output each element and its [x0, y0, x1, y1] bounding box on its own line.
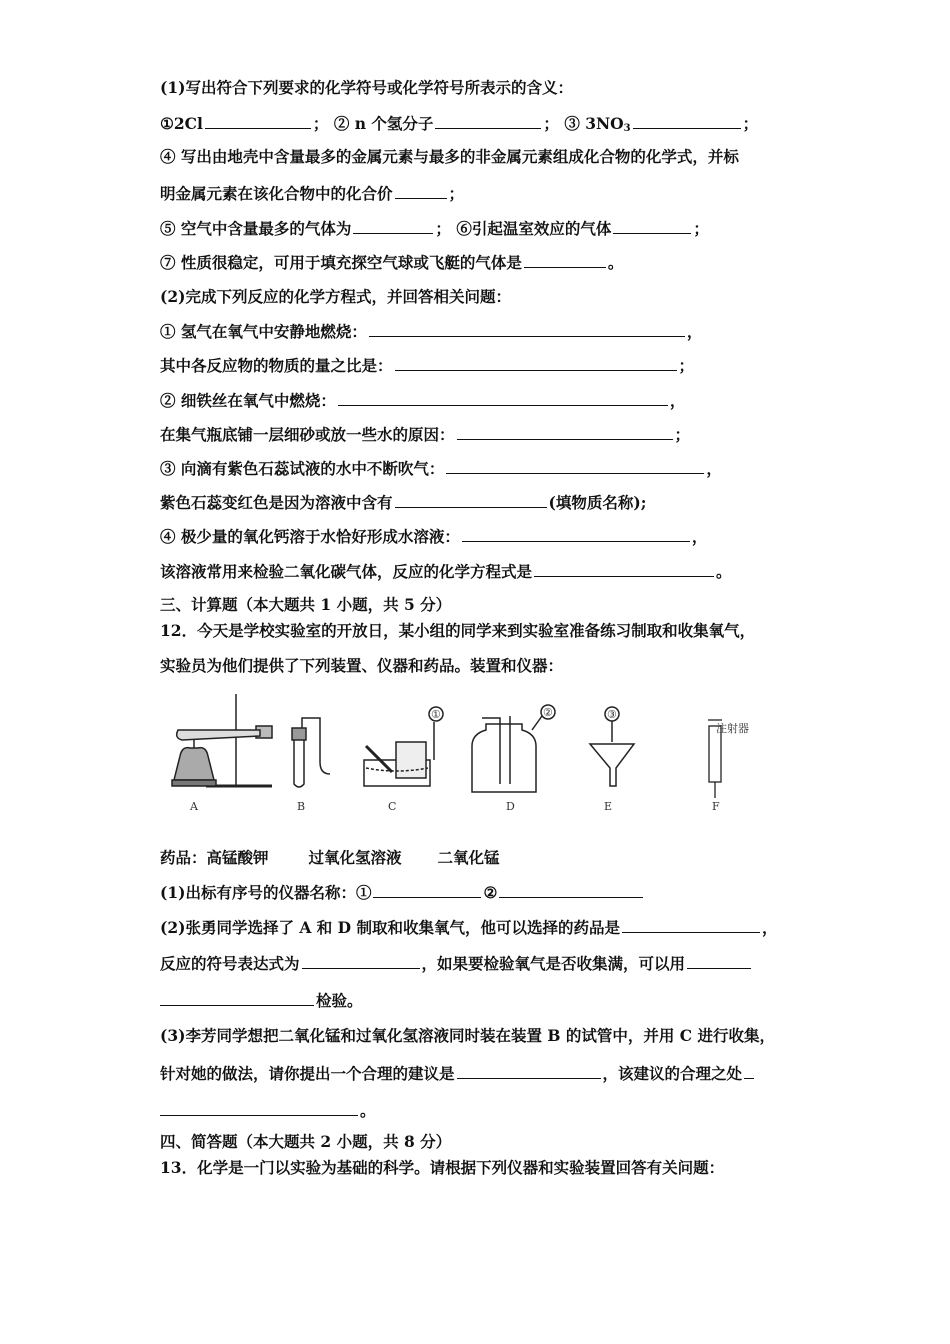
q5-text: ⑤ 空气中含量最多的气体为: [160, 219, 352, 238]
r1b-row: [160, 355, 694, 376]
sq3-text-b: 针对她的做法，请你提出一个合理的建议是: [160, 1064, 455, 1083]
apparatus-drawing: [160, 688, 760, 818]
number-2: ②: [543, 706, 553, 719]
sq3-line1: (3)李芳同学想把二氧化锰和过氧化氢溶液同时装在装置 B 的试管中，并用 C 进行收集，: [160, 1026, 775, 1045]
r3-row: [160, 458, 722, 479]
r2-row: [160, 390, 685, 411]
label-c: C: [388, 800, 397, 813]
drug-2: 过氧化氢溶液: [308, 848, 402, 867]
q1-text: ①2Cl: [160, 114, 203, 133]
sq1-text: (1)出标有序号的仪器名称：①: [160, 883, 372, 902]
q7-blank[interactable]: [524, 252, 606, 268]
q2-blank[interactable]: [435, 113, 541, 129]
r2b-blank[interactable]: [457, 424, 673, 440]
q1-semicolon: ；: [312, 114, 329, 133]
q4-semicolon: ；: [448, 184, 465, 203]
sq2-text-c: 检验。: [316, 991, 363, 1010]
q5-semicolon: ；: [435, 219, 451, 238]
q7-text: ⑦ 性质很稳定，可用于填充探空气球或飞艇的气体是: [160, 253, 522, 272]
part2-title: (2)完成下列反应的化学方程式，并回答相关问题：: [160, 287, 511, 306]
q2-semicolon: ；: [543, 114, 559, 133]
q12-line2: 实验员为他们提供了下列装置、仪器和药品。装置和仪器：: [160, 656, 564, 675]
sq3-row3: [160, 1100, 376, 1121]
sq2-row1: [160, 917, 778, 938]
number-1: ①: [431, 708, 441, 721]
q7-period: 。: [607, 253, 624, 272]
sq3-text-b2: ，该建议的合理之处: [602, 1064, 743, 1083]
sq2-comma: ，: [762, 918, 778, 937]
sq2-text-b2: ，如果要检验氧气是否收集满，可以用: [421, 954, 686, 973]
r4b-period: 。: [716, 562, 732, 581]
r1-row: [160, 321, 702, 342]
section4-heading: 四、简答题（本大题共 2 小题，共 8 分）: [160, 1132, 452, 1151]
sq3-period: 。: [360, 1101, 376, 1120]
q3-subscript: 3: [623, 123, 631, 134]
sq3-blank1[interactable]: [457, 1063, 601, 1079]
sq2-blank3b[interactable]: [160, 990, 314, 1006]
r4-row: [160, 526, 707, 547]
r1b-text: 其中各反应物的物质的量之比是：: [160, 356, 393, 375]
sq2-text-b: 反应的符号表达式为: [160, 954, 300, 973]
r1b-blank[interactable]: [395, 355, 677, 371]
q12-line1: 12．今天是学校实验室的开放日，某小组的同学来到实验室准备练习制取和收集氧气，: [160, 621, 756, 640]
q13-line: 13．化学是一门以实验为基础的科学。请根据下列仪器和实验装置回答有关问题：: [160, 1158, 725, 1177]
part1-row1: [160, 113, 758, 139]
r3-text: ③ 向滴有紫色石蕊试液的水中不断吹气：: [160, 459, 445, 478]
r1-comma: ，: [686, 322, 703, 341]
label-b: B: [297, 800, 306, 813]
r2-blank[interactable]: [338, 390, 668, 406]
sq2-text: (2)张勇同学选择了 A 和 D 制取和收集氧气，他可以选择的药品是: [160, 918, 621, 937]
r1-text: ① 氢气在氧气中安静地燃烧：: [160, 322, 367, 341]
apparatus-figure: [160, 688, 760, 818]
section3-heading: 三、计算题（本大题共 1 小题，共 5 分）: [160, 595, 452, 614]
r4-blank[interactable]: [462, 526, 690, 542]
r3b-tail: (填物质名称): [548, 493, 641, 512]
sq2-blank2[interactable]: [302, 953, 420, 969]
r3b-blank[interactable]: [395, 492, 547, 508]
sq2-row2: [160, 953, 753, 974]
r4b-row: [160, 561, 732, 582]
r3b-row: [160, 492, 646, 513]
q4-line2: [160, 183, 464, 204]
q4-line1: ④ 写出由地壳中含量最多的金属元素与最多的非金属元素组成化合物的化学式，并标: [160, 147, 739, 166]
sq1-blank2[interactable]: [499, 882, 643, 898]
q6-blank[interactable]: [613, 218, 691, 234]
q7-row: [160, 252, 623, 273]
q4-blank[interactable]: [395, 183, 447, 199]
syringe-text: 注射器: [716, 722, 749, 735]
q5-q6-row: [160, 218, 709, 239]
q2-text: ② n 个氢分子: [333, 114, 434, 133]
sq2-blank1[interactable]: [622, 917, 760, 933]
q5-blank[interactable]: [353, 218, 433, 234]
q1-blank[interactable]: [205, 113, 311, 129]
sq1-text2: ②: [483, 883, 498, 902]
sq1-blank1[interactable]: [373, 882, 481, 898]
number-3: ③: [607, 708, 617, 721]
q4-text: 明金属元素在该化合物中的化合价: [160, 184, 393, 203]
q3-semicolon: ；: [742, 114, 759, 133]
label-e: E: [604, 800, 613, 813]
drugs-row: [160, 848, 500, 868]
label-f: F: [712, 800, 720, 813]
sq3-row2: [160, 1063, 756, 1084]
label-d: D: [506, 800, 515, 813]
r2-text: ② 细铁丝在氧气中燃烧：: [160, 391, 336, 410]
r3-blank[interactable]: [446, 458, 704, 474]
r1-blank[interactable]: [369, 321, 685, 337]
apparatus-a: [172, 694, 272, 786]
r3b-end: ;: [640, 493, 647, 512]
drug-1: 药品：高锰酸钾: [160, 848, 269, 867]
r4b-text: 该溶液常用来检验二氧化碳气体，反应的化学方程式是: [160, 562, 533, 581]
r2b-text: 在集气瓶底铺一层细砂或放一些水的原因：: [160, 425, 455, 444]
label-a: A: [190, 800, 198, 813]
r2-comma: ，: [669, 391, 686, 410]
part1-title: (1)写出符合下列要求的化学符号或化学符号所表示的含义：: [160, 78, 573, 97]
r4-comma: ，: [691, 527, 708, 546]
drug-3: 二氧化锰: [437, 848, 500, 867]
sq2-row3: [160, 990, 363, 1011]
r1b-semicolon: ；: [678, 356, 695, 375]
r2b-semicolon: ；: [674, 425, 691, 444]
r3-comma: ，: [706, 459, 722, 478]
q3-blank[interactable]: [633, 113, 741, 129]
q6-semicolon: ；: [693, 219, 709, 238]
r4b-blank[interactable]: [534, 561, 714, 577]
r4-text: ④ 极少量的氧化钙溶于水恰好形成水溶液：: [160, 527, 460, 546]
sq2-blank3a[interactable]: [687, 953, 751, 969]
r3b-text: 紫色石蕊变红色是因为溶液中含有: [160, 493, 393, 512]
sq1-row: [160, 882, 645, 903]
sq3-blank2b[interactable]: [160, 1100, 358, 1116]
r2b-row: [160, 424, 690, 445]
q3-text: ③ 3NO: [564, 114, 624, 133]
sq3-blank2a[interactable]: [744, 1063, 754, 1079]
q6-text: ⑥引起温室效应的气体: [456, 219, 612, 238]
apparatus-b: [292, 718, 330, 787]
